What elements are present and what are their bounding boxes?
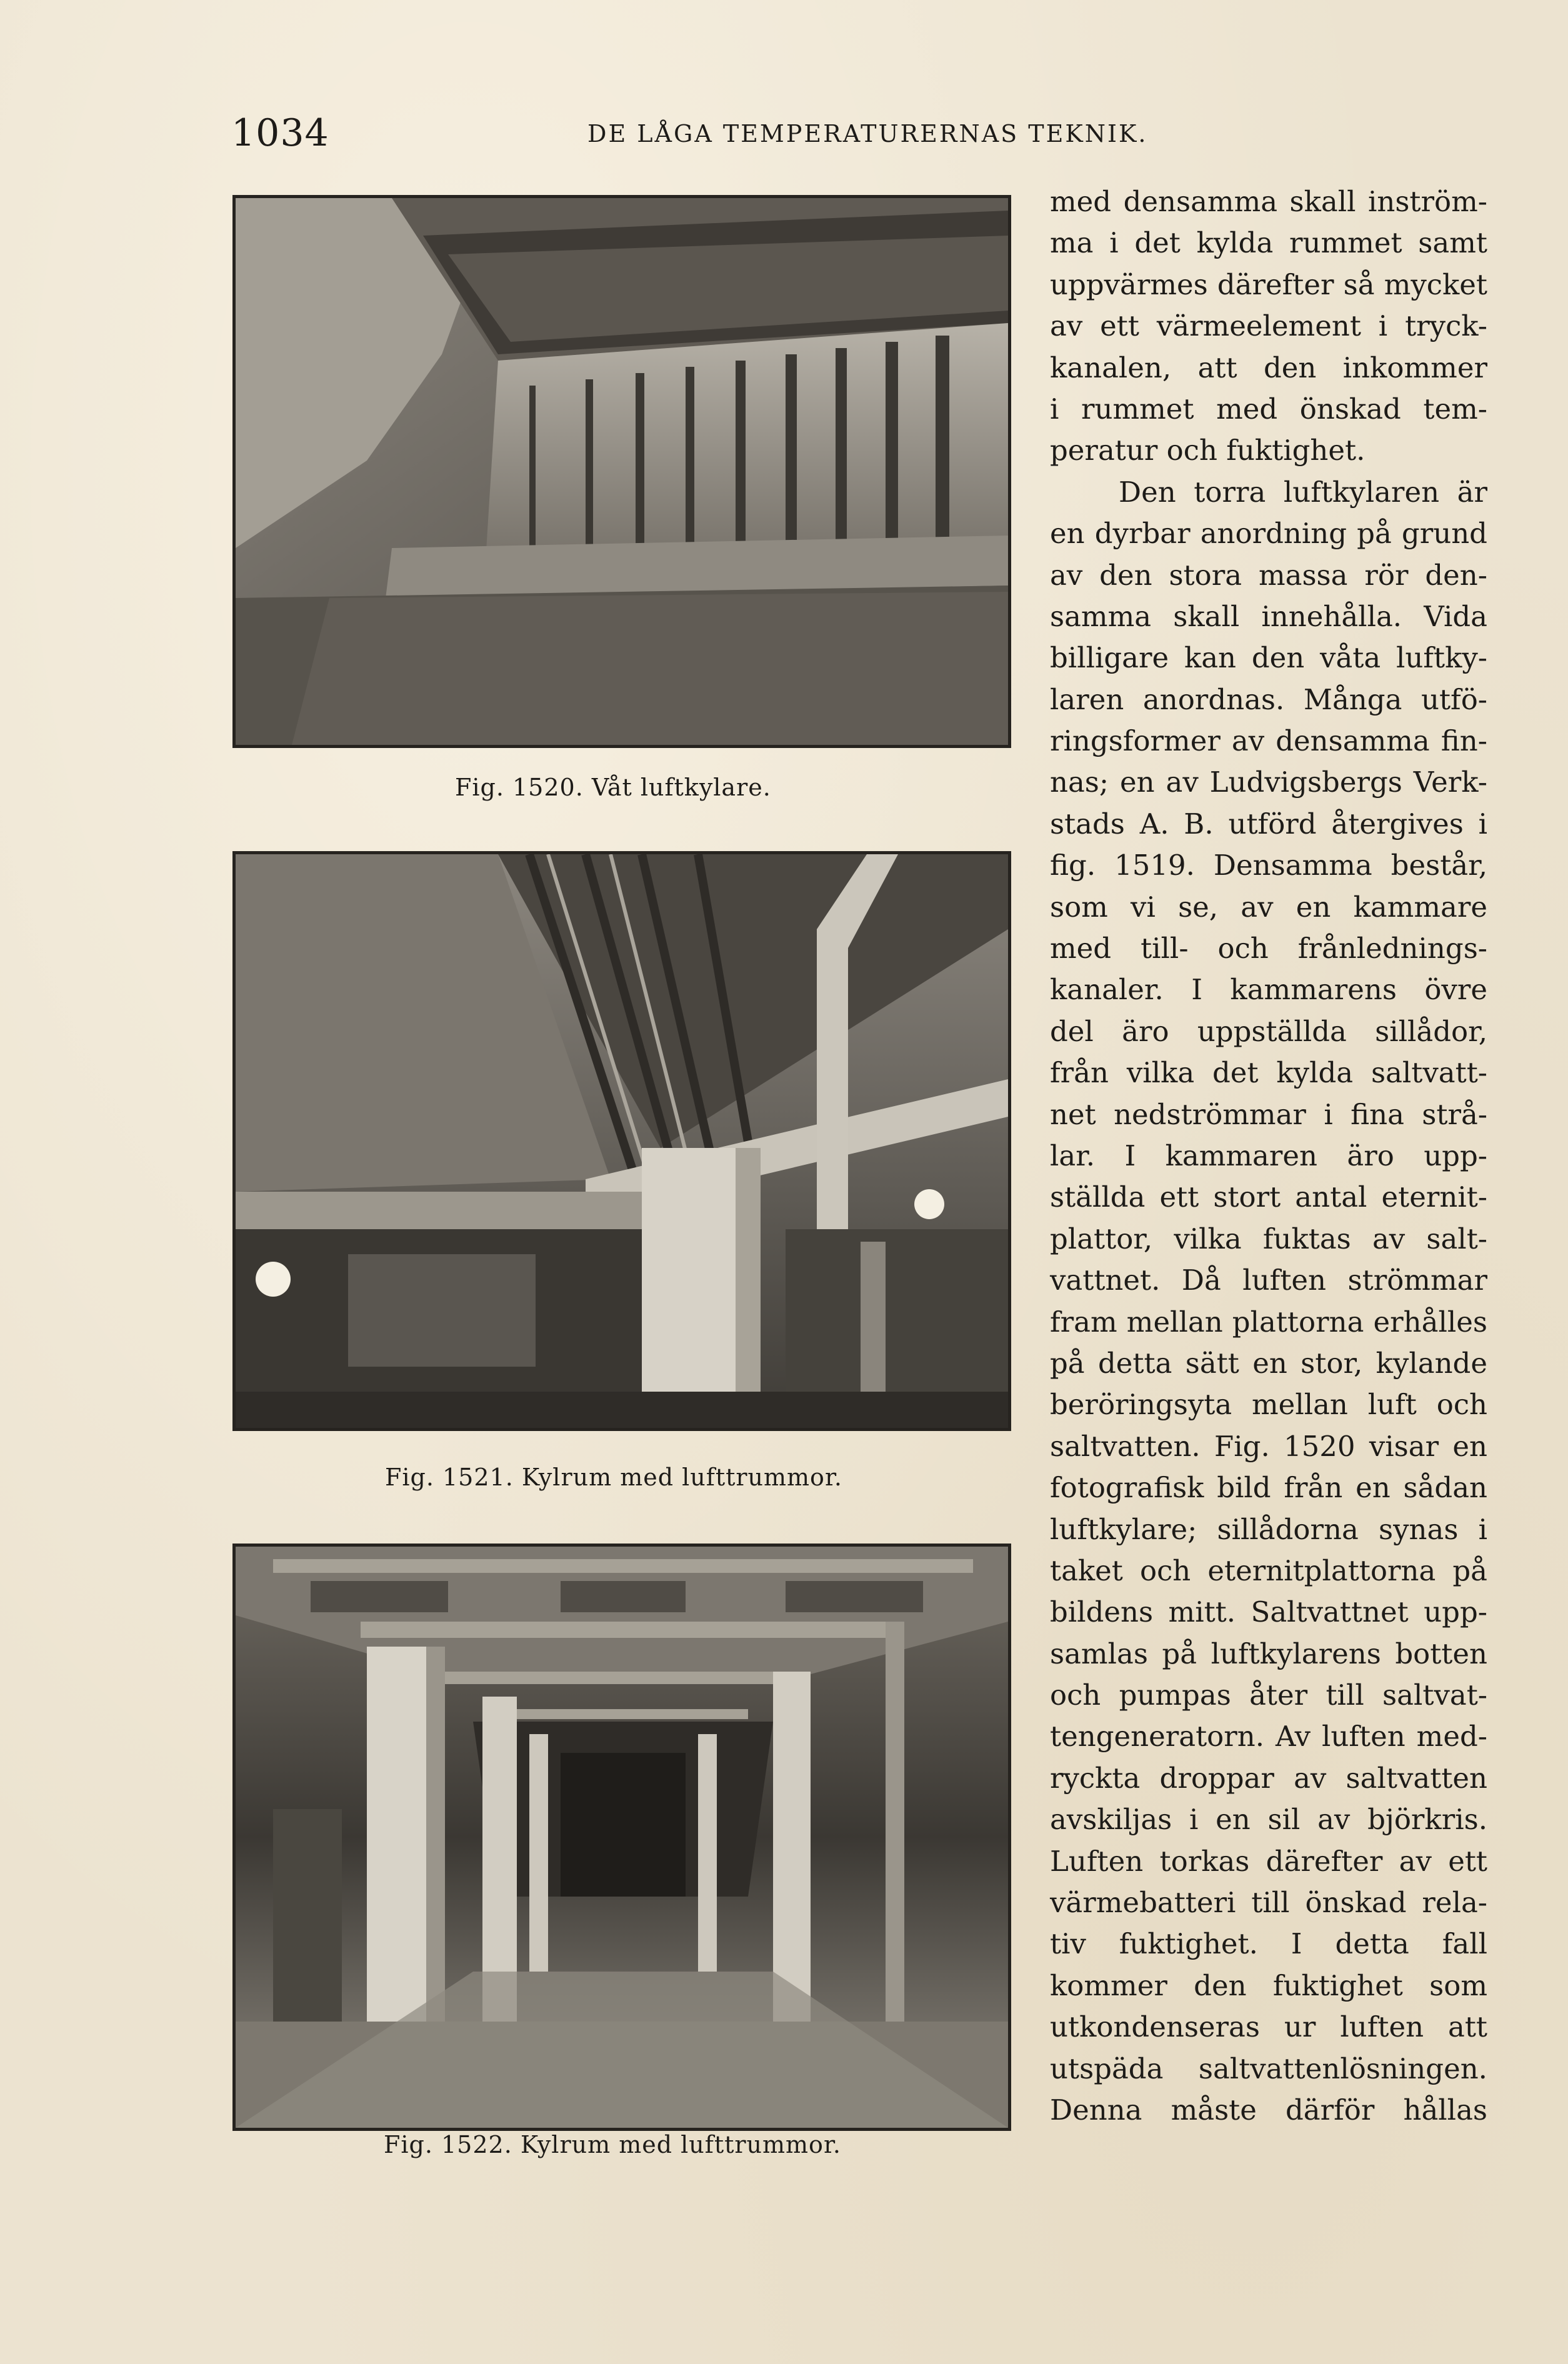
text-line: uppvärmes därefter så mycket: [1050, 267, 1487, 301]
text-line: i rummet med önskad tem-: [1050, 392, 1487, 426]
text-line: utspäda saltvattenlösningen.: [1050, 2052, 1487, 2085]
figure-1520-photo: [232, 195, 1011, 748]
text-line: med densamma skall inström-: [1050, 185, 1487, 218]
text-line: bildens mitt. Saltvattnet upp-: [1050, 1595, 1487, 1629]
text-line: peratur och fuktighet.: [1050, 434, 1366, 467]
figure-1522-photo: [232, 1544, 1011, 2131]
running-title: DE LÅGA TEMPERATURERNAS TEKNIK.: [587, 120, 1148, 147]
text-line: kanalen, att den inkommer: [1050, 351, 1487, 384]
text-line: Denna måste därför hållas: [1050, 2093, 1487, 2127]
figure-1521-caption: Fig. 1521. Kylrum med lufttrummor.: [385, 1464, 843, 1491]
text-line: lar. I kammaren äro upp-: [1050, 1139, 1487, 1172]
text-line: samma skall innehålla. Vida: [1050, 599, 1487, 633]
text-line: på detta sätt en stor, kylande: [1050, 1346, 1487, 1380]
text-line: värmebatteri till önskad rela-: [1050, 1886, 1487, 1920]
text-line: kanaler. I kammarens övre: [1050, 973, 1487, 1007]
text-line: med till- och frånlednings-: [1050, 932, 1487, 965]
text-line: laren anordnas. Många utfö-: [1050, 682, 1487, 716]
text-line: fram mellan plattorna erhålles: [1050, 1305, 1487, 1339]
text-line: ma i det kylda rummet samt: [1050, 226, 1487, 260]
text-line: plattor, vilka fuktas av salt-: [1050, 1222, 1487, 1255]
page-number: 1034: [231, 111, 329, 155]
text-line: ringsformer av densamma fin-: [1050, 724, 1487, 758]
text-line: samlas på luftkylarens botten: [1050, 1637, 1487, 1670]
text-line: som vi se, av en kammare: [1050, 890, 1487, 924]
text-line: ryckta droppar av saltvatten: [1050, 1761, 1487, 1795]
text-line: Luften torkas därefter av ett: [1050, 1844, 1487, 1878]
text-line: saltvatten. Fig. 1520 visar en: [1050, 1429, 1487, 1463]
text-line: vattnet. Då luften strömmar: [1050, 1264, 1487, 1297]
figure-1522-caption: Fig. 1522. Kylrum med lufttrummor.: [384, 2131, 842, 2158]
text-line: utkondenseras ur luften att: [1050, 2010, 1487, 2044]
text-line: kommer den fuktighet som: [1050, 1968, 1487, 2002]
text-line: av den stora massa rör den-: [1050, 558, 1487, 592]
text-line: ställda ett stort antal eternit-: [1050, 1180, 1487, 1214]
text-line: Den torra luftkylaren är: [1119, 475, 1487, 509]
text-line: tengeneratorn. Av luften med-: [1050, 1720, 1487, 1753]
text-line: taket och eternitplattorna på: [1050, 1554, 1487, 1587]
figure-1521-photo: [232, 851, 1011, 1431]
text-line: luftkylare; sillådorna synas i: [1050, 1512, 1487, 1546]
text-line: nas; en av Ludvigsbergs Verk-: [1050, 766, 1487, 799]
body-text-column: [1050, 181, 1487, 2131]
page-header: [0, 106, 1568, 156]
wet-air-cooler-illustration: [236, 198, 1008, 745]
text-line: fotografisk bild från en sådan: [1050, 1471, 1487, 1505]
text-line: stads A. B. utförd återgives i: [1050, 807, 1487, 840]
text-line: avskiljas i en sil av björkris.: [1050, 1803, 1487, 1837]
text-line: och pumpas åter till saltvat-: [1050, 1678, 1487, 1712]
figure-1520-caption: Fig. 1520. Våt luftkylare.: [455, 774, 771, 801]
cold-room-corridor-illustration: [236, 1547, 1008, 2128]
text-line: del äro uppställda sillådor,: [1050, 1014, 1487, 1048]
text-line: net nedströmmar i fina strå-: [1050, 1097, 1487, 1131]
text-line: från vilka det kylda saltvatt-: [1050, 1056, 1487, 1090]
cold-room-ducts-illustration: [236, 854, 1008, 1428]
text-line: billigare kan den våta luftky-: [1050, 641, 1487, 675]
text-line: av ett värmeelement i tryck-: [1050, 309, 1487, 343]
text-line: beröringsyta mellan luft och: [1050, 1388, 1487, 1422]
text-line: tiv fuktighet. I detta fall: [1050, 1927, 1487, 1961]
text-line: en dyrbar anordning på grund: [1050, 517, 1487, 551]
text-line: fig. 1519. Densamma består,: [1050, 849, 1487, 882]
